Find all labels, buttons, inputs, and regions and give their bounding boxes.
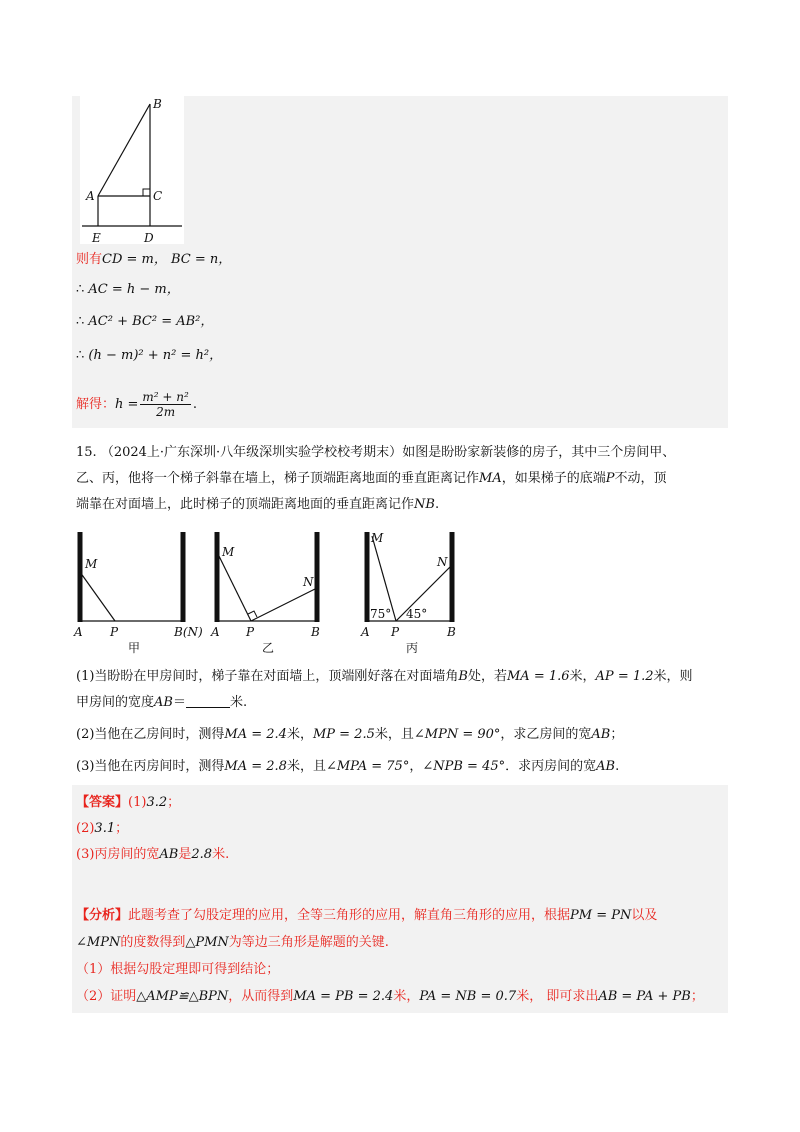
label-d: D [144, 231, 154, 245]
answer-suffix: 米. [212, 847, 230, 862]
label-b: B [153, 97, 162, 111]
q-text: 处，若 [467, 669, 507, 684]
jia-caption: 甲 [128, 641, 141, 655]
analysis-step-2 [76, 983, 724, 1010]
answer-prefix: (3)丙房间的宽 [76, 847, 160, 862]
figure-bing [360, 531, 456, 655]
analysis-tag: 【分析】 [76, 908, 129, 923]
q-text: 米，且 [374, 727, 414, 742]
answer-text: 是 [178, 847, 192, 862]
analysis-text: 此题考查了勾股定理的应用，全等三角形的应用，解直角三角形的应用，根据 [128, 908, 571, 923]
yi-label-n: N [303, 575, 314, 589]
bing-angle-45: 45° [406, 607, 428, 621]
analysis-text: ； [690, 989, 704, 1004]
q-math: MP = 2.5 [312, 727, 375, 742]
answer-value: 2.8 [191, 847, 213, 862]
bing-label-n: N [437, 555, 448, 569]
label-c: C [153, 189, 163, 203]
analysis-math: PM = PN [570, 908, 632, 923]
analysis-text: 米， 即可求出 [516, 989, 599, 1004]
jia-label-m: M [85, 557, 98, 571]
analysis-text: ，从而得到 [228, 989, 294, 1004]
q-text: 米，且 [286, 759, 326, 774]
line-prefix: 则有 [76, 252, 103, 267]
solve-fraction [140, 390, 190, 419]
answer-prefix: (2) [76, 821, 95, 836]
answer-suffix: ； [167, 795, 181, 810]
solve-prefix: 解得： [76, 397, 116, 412]
answer-section [76, 790, 724, 868]
solution-line-3 [76, 312, 213, 332]
figure-yi [210, 532, 320, 655]
q-text: (3)当他在丙房间时，测得 [76, 759, 225, 774]
yi-label-a: A [211, 625, 220, 639]
answer-blank[interactable] [186, 693, 230, 708]
analysis-section [76, 902, 724, 1010]
q-math: ∠MPN = 90° [413, 727, 501, 742]
line-math: (h − m)² + n² = h²， [88, 348, 223, 363]
analysis-text: （2）证明 [76, 989, 137, 1004]
bing-label-b: B [447, 625, 456, 639]
q-text: 米， [286, 727, 313, 742]
label-a: A [86, 189, 95, 203]
room-figures [70, 528, 490, 658]
jia-label-p: P [110, 625, 119, 639]
analysis-line-1 [76, 902, 724, 929]
stem-text: . [434, 497, 440, 512]
yi-caption: 乙 [262, 641, 275, 655]
stem-text: 不动，顶 [614, 471, 667, 486]
line-prefix: ∴ [76, 314, 89, 329]
jia-label-a: A [74, 625, 83, 639]
q-math: AB [591, 727, 611, 742]
yi-label-p: P [246, 625, 255, 639]
figure-jia [73, 532, 203, 655]
q-text: (2)当他在乙房间时，测得 [76, 727, 225, 742]
stem-line-1: 如图是盼盼家新装修的房子，其中三个房间甲、 [402, 445, 676, 460]
q-math: ∠NPB = 45° [422, 759, 506, 774]
answer-value: 3.2 [146, 795, 168, 810]
solution-line-4 [76, 346, 222, 366]
line-math: AC² + BC² = AB²， [88, 314, 214, 329]
analysis-text: 的度数得到 [120, 935, 186, 950]
q-text: 米. [229, 695, 248, 710]
q-math: AB [596, 759, 616, 774]
bing-caption: 丙 [406, 641, 419, 655]
bing-angle-75: 75° [370, 607, 392, 621]
question-1 [76, 664, 724, 690]
q-text: 米，则 [653, 669, 693, 684]
line-math: AC = h − m， [88, 282, 180, 297]
q-text: (1)当盼盼在甲房间时，梯子靠在对面墙上，顶端刚好落在对面墙角 [76, 669, 459, 684]
answer-1 [76, 790, 724, 816]
yi-label-b: B [311, 625, 320, 639]
analysis-line-2 [76, 929, 724, 956]
question-3 [76, 754, 724, 780]
q-math: AP = 1.2 [595, 669, 654, 684]
q-math: MA = 2.4 [224, 727, 287, 742]
bing-label-m: M [371, 531, 384, 545]
solution-line-1 [76, 250, 231, 270]
problem-source: （2024上·广东深圳·八年级深圳实验学校校考期末） [100, 445, 403, 460]
question-1-cont [76, 690, 724, 716]
jia-label-bn: B(N) [174, 625, 203, 639]
fraction-denominator: 2m [156, 405, 176, 419]
fraction-numerator: m² + n² [142, 390, 189, 404]
line-prefix: ∴ [76, 348, 89, 363]
answer-tag: 【答案】 [76, 795, 129, 810]
label-e: E [92, 231, 101, 245]
analysis-math: △AMP≌△BPN [136, 989, 229, 1004]
line-math: CD = m， BC = n， [102, 252, 232, 267]
problem-number: 15. [76, 445, 97, 460]
q-math: MA = 1.6 [507, 669, 570, 684]
q-text: 米， [569, 669, 596, 684]
stem-text: 乙、丙，他将一个梯子斜靠在墙上，梯子顶端距离地面的垂直距离记作 [76, 471, 480, 486]
q-text: ．求丙房间的宽 [505, 759, 597, 774]
answer-3 [76, 842, 724, 868]
problem-stem [76, 440, 724, 518]
q-math: MA = 2.8 [224, 759, 287, 774]
question-2 [76, 722, 724, 748]
analysis-step-1: （1）根据勾股定理即可得到结论； [76, 962, 280, 977]
answer-suffix: ； [115, 821, 129, 836]
bing-label-a: A [361, 625, 370, 639]
analysis-math: △PMN [185, 935, 229, 950]
q-text: ，求乙房间的宽 [500, 727, 592, 742]
stem-math: P [605, 471, 615, 486]
q-text: . [615, 759, 620, 774]
solve-lhs: h = [115, 397, 139, 412]
stem-text: ，如果梯子的底端 [501, 471, 606, 486]
solution-line-2 [76, 280, 180, 300]
analysis-text: 为等边三角形是解题的关键. [228, 935, 389, 950]
analysis-math: MA = PB = 2.4 [293, 989, 394, 1004]
q-math: AB [154, 695, 173, 710]
analysis-math: AB = PA + PB [598, 989, 691, 1004]
solution-result [76, 390, 197, 419]
questions [76, 664, 724, 780]
answer-value: 3.1 [94, 821, 116, 836]
q-text: ＝ [172, 695, 186, 710]
q-text: 甲房间的宽度 [76, 695, 155, 710]
yi-label-m: M [222, 545, 235, 559]
q-text: ， [409, 759, 423, 774]
analysis-math: ∠MPN [76, 935, 121, 950]
answer-prefix: (1) [128, 795, 147, 810]
solve-suffix: . [192, 397, 197, 412]
q-text: ； [610, 727, 624, 742]
answer-math: AB [159, 847, 179, 862]
analysis-math: PA = NB = 0.7 [419, 989, 517, 1004]
stem-text: 端靠在对面墙上，此时梯子的顶端距离地面的垂直距离记作 [76, 497, 415, 512]
previous-figure [80, 96, 190, 246]
q-math: B [458, 669, 468, 684]
answer-2 [76, 816, 724, 842]
analysis-text: 以及 [631, 908, 658, 923]
bing-label-p: P [391, 625, 400, 639]
line-prefix: ∴ [76, 282, 89, 297]
q-math: ∠MPA = 75° [325, 759, 410, 774]
analysis-text: 米， [393, 989, 420, 1004]
stem-math: MA [479, 471, 502, 486]
stem-math: NB [414, 497, 435, 512]
